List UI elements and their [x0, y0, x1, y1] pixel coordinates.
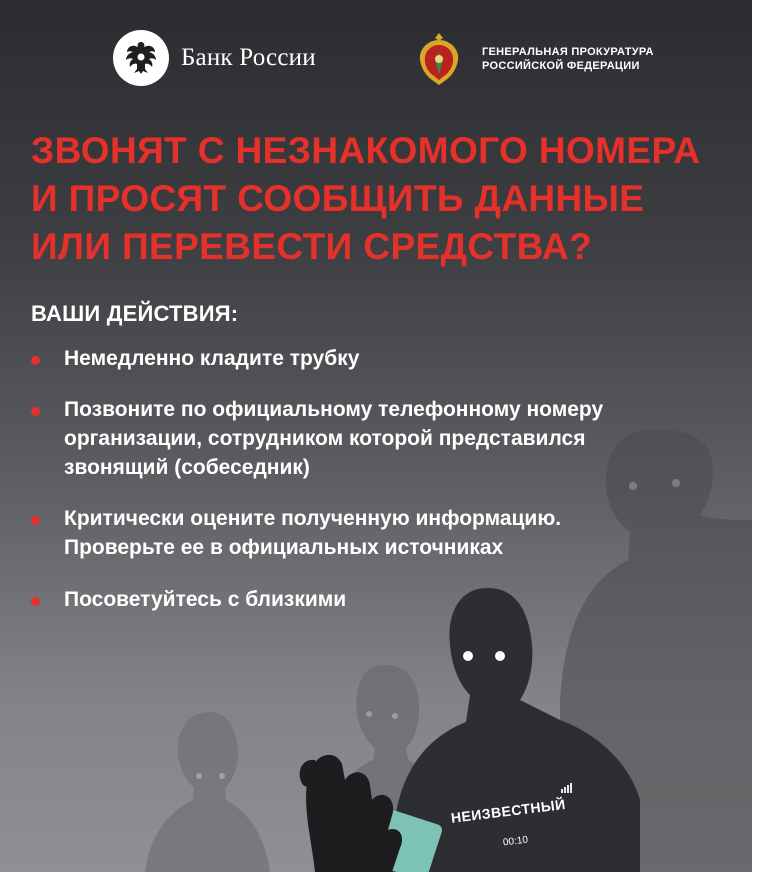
list-item-text: Критически оцените полученную информацию. — [64, 507, 562, 530]
caller-name: НЕИЗВЕСТНЫЙ — [450, 795, 567, 826]
list-item-text: организации, сотрудником которой представился — [64, 427, 586, 450]
bullet-dot-icon — [31, 516, 40, 525]
prosecutor-general-logo — [410, 30, 654, 88]
list-item-text: Посоветуйтесь с близкими — [64, 588, 347, 611]
list-item — [31, 395, 721, 482]
list-item — [31, 585, 721, 614]
headline-line: ИЛИ ПЕРЕВЕСТИ СРЕДСТВА? — [31, 226, 592, 267]
prosecutor-name-line1: ГЕНЕРАЛЬНАЯ ПРОКУРАТУРА — [482, 46, 654, 58]
eagle-emblem-icon — [113, 30, 169, 86]
prosecutor-name-line2: РОССИЙСКОЙ ФЕДЕРАЦИИ — [482, 60, 640, 72]
bank-name: Банк России — [181, 44, 316, 71]
list-item — [31, 504, 721, 562]
list-item-text: Проверьте ее в официальных источниках — [64, 536, 504, 559]
list-item-text: Немедленно кладите трубку — [64, 347, 360, 370]
call-duration: 00:10 — [502, 834, 529, 849]
list-item — [31, 344, 721, 373]
bullet-dot-icon — [31, 407, 40, 416]
headline — [31, 127, 700, 271]
bullet-dot-icon — [31, 597, 40, 606]
actions-title: ВАШИ ДЕЙСТВИЯ: — [31, 301, 239, 326]
list-item-text: Позвоните по официальному телефонному номеру — [64, 398, 604, 421]
bank-of-russia-logo — [113, 30, 316, 86]
headline-line: ЗВОНЯТ С НЕЗНАКОМОГО НОМЕРА — [31, 130, 701, 171]
headline-line: И ПРОСЯТ СООБЩИТЬ ДАННЫЕ — [31, 178, 645, 219]
bullet-dot-icon — [31, 356, 40, 365]
actions-list — [31, 344, 721, 614]
page-margin — [752, 0, 777, 872]
prosecutor-emblem-icon — [410, 30, 468, 88]
list-item-text: звонящий (собеседник) — [64, 456, 310, 479]
